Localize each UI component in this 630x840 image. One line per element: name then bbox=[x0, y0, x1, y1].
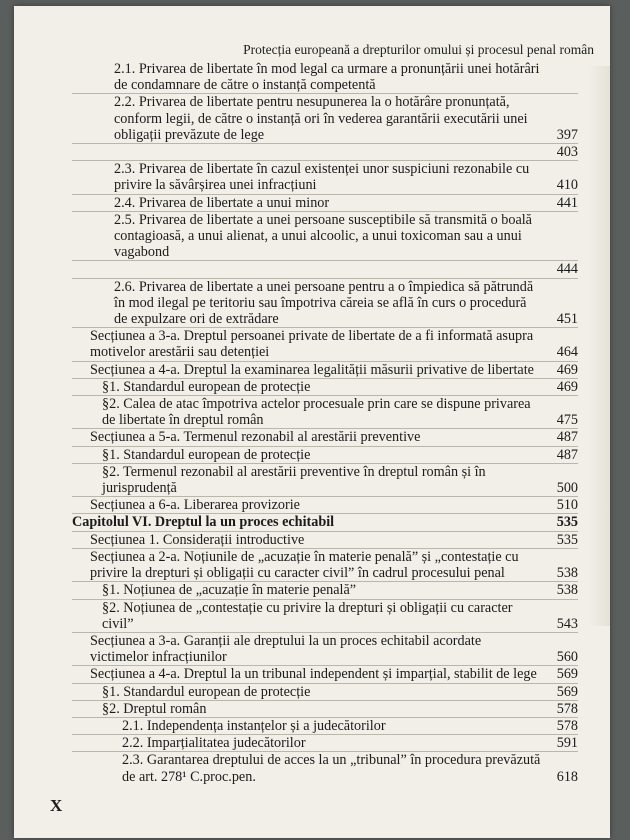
toc-entry bbox=[72, 464, 578, 497]
toc-entry bbox=[72, 735, 578, 752]
toc-entry-page: 578 bbox=[556, 717, 578, 734]
toc-entry bbox=[72, 396, 578, 429]
toc-entry bbox=[72, 429, 578, 446]
toc-entry bbox=[72, 600, 578, 633]
toc-entry-page: 464 bbox=[556, 344, 578, 361]
toc-entry bbox=[72, 497, 578, 514]
toc-entry bbox=[72, 362, 578, 379]
toc-entry-text: Secțiunea a 3-a. Garanții ale dreptului la un proces echitabil acordate victimelor infracțiunilor bbox=[90, 632, 482, 666]
toc-entry-text: §2. Noțiunea de „contestație cu privire la drepturi și obligații cu caracter civil” bbox=[102, 599, 513, 632]
toc-entry-page: 469 bbox=[556, 361, 578, 378]
toc-entry bbox=[72, 684, 578, 701]
toc-entry-page: 591 bbox=[556, 735, 578, 752]
toc-entry bbox=[72, 447, 578, 464]
toc-entry-page: 535 bbox=[556, 514, 578, 531]
toc-entry-page: 578 bbox=[556, 700, 578, 717]
toc-entry-text: §2. Termenul rezonabil al arestării preventive în dreptul român și în jurisprudență bbox=[102, 463, 486, 497]
toc-entry-text: §2. Dreptul român bbox=[102, 700, 207, 717]
toc-entry-text: 2.2. Privarea de libertate pentru nesupunerea la o hotărâre pronunțată, conform legii, de către o instanță ori în vederea garantării executării unei obligații prevăzute de lege bbox=[114, 94, 528, 143]
toc-entry-page: 397 bbox=[556, 126, 578, 143]
toc-entry-page: 410 bbox=[556, 177, 578, 194]
toc-entry-text: 2.6. Privarea de libertate a unei persoane pentru a o împiedica să pătrundă în mod ilegal pe teritoriu sau împotriva căreia se află în curs o procedură de expulzare ori de extrădare bbox=[114, 278, 534, 328]
toc-entry bbox=[72, 279, 578, 329]
toc-entry-text: §1. Noțiunea de „acuzație în materie penală” bbox=[102, 582, 357, 599]
toc-chapter-entry bbox=[72, 514, 578, 531]
toc-entry bbox=[72, 633, 578, 666]
toc-entry bbox=[72, 328, 578, 361]
toc-entry-text bbox=[114, 261, 578, 277]
toc-entry-text: 2.5. Privarea de libertate a unei persoane susceptibile să transmită o boală contagioasă, a unui alienat, a unui alcoolic, a unui toxicoman sau a unui vagabond bbox=[114, 211, 532, 261]
toc-entry-page: 618 bbox=[556, 768, 578, 785]
toc-entry-text: Capitolul VI. Dreptul la un proces echitabil bbox=[72, 514, 335, 531]
toc-entry-text: §1. Standardul european de protecție bbox=[102, 446, 311, 463]
toc-entry-page: 560 bbox=[556, 649, 578, 666]
toc-entry-text: Secțiunea a 5-a. Termenul rezonabil al arestării preventive bbox=[90, 429, 421, 446]
toc-entry-text: 2.2. Imparțialitatea judecătorilor bbox=[122, 735, 306, 752]
toc-entry-page: 535 bbox=[556, 531, 578, 548]
toc-entry-text: 2.4. Privarea de libertate a unui minor bbox=[114, 194, 330, 211]
toc-entry-page: 538 bbox=[556, 565, 578, 582]
toc-entry bbox=[72, 752, 578, 784]
toc-entry-text: §2. Calea de atac împotriva actelor procesuale prin care se dispune privarea de libertate în dreptul român bbox=[102, 396, 531, 429]
toc-entry bbox=[72, 261, 578, 278]
toc-entry-text: 2.1. Independența instanțelor și a judecătorilor bbox=[122, 717, 386, 734]
book-page bbox=[14, 6, 610, 838]
toc-entry-text: Secțiunea a 2-a. Noțiunile de „acuzație în materie penală” și „contestație cu privire la drepturi și obligații cu caracter civil” în cadrul procesului penal bbox=[90, 548, 519, 582]
toc-entry-page: 441 bbox=[556, 194, 578, 211]
toc-entry bbox=[72, 532, 578, 549]
page-number: X bbox=[50, 796, 63, 815]
toc-entry-page: 475 bbox=[556, 412, 578, 429]
toc-entry bbox=[72, 61, 578, 94]
toc-entry bbox=[72, 195, 578, 212]
toc-entry-page: 569 bbox=[556, 683, 578, 700]
toc-entry-page: 487 bbox=[556, 446, 578, 463]
toc-entry-page: 451 bbox=[556, 311, 578, 328]
toc-entry-text: Secțiunea a 4-a. Dreptul la un tribunal independent și imparțial, stabilit de lege bbox=[90, 666, 537, 683]
toc-entry-text: Secțiunea a 6-a. Liberarea provizorie bbox=[90, 497, 300, 514]
toc-entry-page: 500 bbox=[556, 480, 578, 497]
toc-entry-text: Secțiunea 1. Considerații introductive bbox=[90, 531, 305, 548]
page-curve-shadow bbox=[588, 66, 610, 626]
toc-entry-text: 2.3. Garantarea dreptului de acces la un „tribunal” în procedura prevăzută de art. 278¹ C.proc.pen. bbox=[122, 752, 541, 785]
toc-entry-text: Secțiunea a 4-a. Dreptul la examinarea legalității măsurii privative de libertate bbox=[90, 361, 534, 378]
toc-entry-page: 403 bbox=[556, 144, 578, 161]
toc-entry bbox=[72, 549, 578, 582]
toc-entry bbox=[72, 701, 578, 718]
toc-entry bbox=[72, 718, 578, 735]
toc-entry bbox=[72, 666, 578, 683]
toc-entry bbox=[72, 379, 578, 396]
running-header: Protecția europeană a drepturilor omului și procesul penal român bbox=[243, 42, 594, 57]
toc-entry bbox=[72, 582, 578, 599]
table-of-contents bbox=[72, 61, 578, 785]
toc-entry bbox=[72, 212, 578, 262]
toc-entry-text: 2.3. Privarea de libertate în cazul existenței unor suspiciuni rezonabile cu privire la săvârșirea unei infracțiuni bbox=[114, 161, 530, 194]
toc-entry-text: §1. Standardul european de protecție bbox=[102, 378, 311, 395]
toc-entry-text: Secțiunea a 3-a. Dreptul persoanei private de libertate de a fi informată asupra motivelor arestării sau detenției bbox=[90, 328, 534, 361]
toc-entry bbox=[72, 161, 578, 194]
toc-entry-page: 487 bbox=[556, 429, 578, 446]
toc-entry-page: 538 bbox=[556, 582, 578, 599]
toc-entry-page: 569 bbox=[556, 666, 578, 683]
toc-entry-page: 543 bbox=[556, 615, 578, 632]
toc-entry bbox=[72, 94, 578, 144]
toc-entry bbox=[72, 144, 578, 161]
toc-entry-page: 510 bbox=[556, 497, 578, 514]
toc-entry-text bbox=[114, 144, 578, 160]
toc-entry-text: §1. Standardul european de protecție bbox=[102, 683, 311, 700]
toc-entry-text: 2.1. Privarea de libertate în mod legal ca urmare a pronunțării unei hotărâri de condamnare de către o instanță competentă bbox=[114, 61, 540, 94]
toc-entry-page: 469 bbox=[556, 378, 578, 395]
toc-entry-page: 444 bbox=[556, 261, 578, 278]
